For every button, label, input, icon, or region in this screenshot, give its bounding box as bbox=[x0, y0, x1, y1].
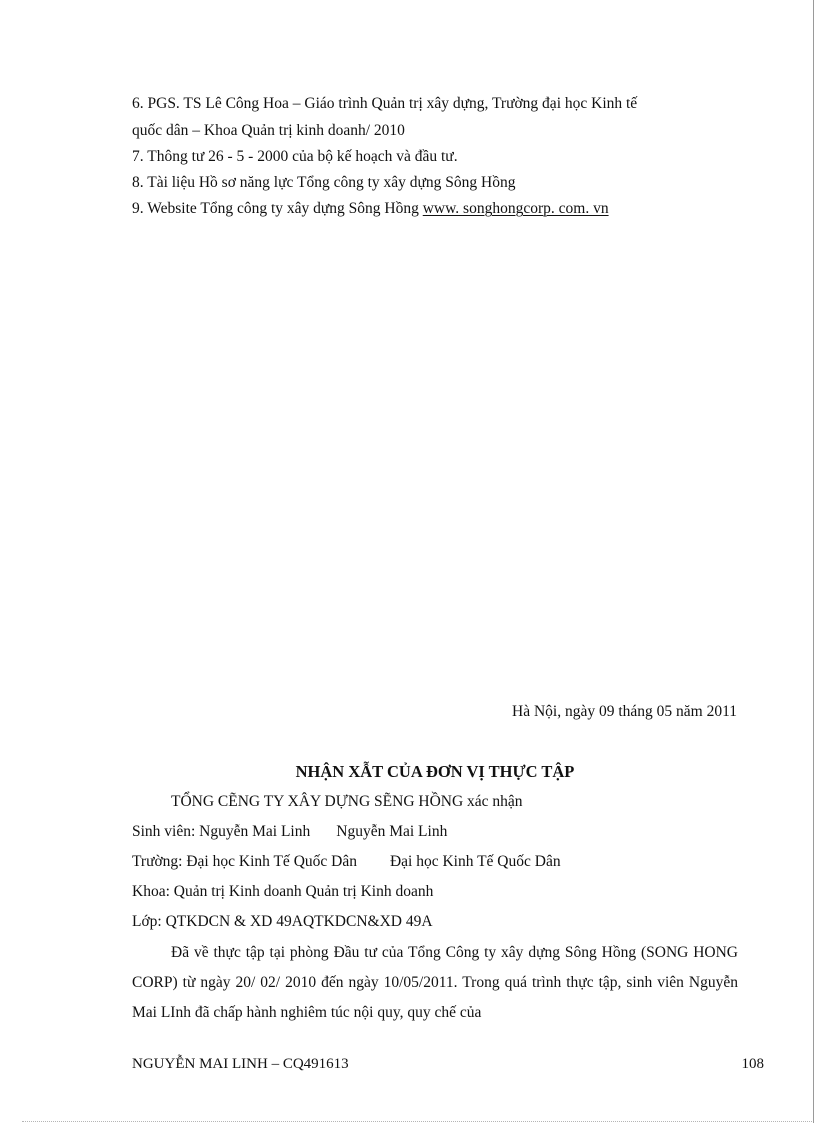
school-label: Trường: Đại học Kinh Tế Quốc Dân bbox=[132, 853, 357, 870]
reference-6-line-2: quốc dân – Khoa Quản trị kinh doanh/ 2010 bbox=[132, 122, 405, 139]
reference-7: 7. Thông tư 26 - 5 - 2000 của bộ kế hoạch và đầu tư. bbox=[132, 148, 458, 165]
reference-9-text: 9. Website Tổng công ty xây dựng Sông Hồng bbox=[132, 200, 423, 217]
page-bottom-border bbox=[22, 1121, 812, 1122]
page-number: 108 bbox=[741, 1056, 764, 1072]
student-line bbox=[132, 822, 447, 842]
confirmation-line: TỔNG CẼNG TY XÂY DỰNG SẼNG HỒNG xác nhận bbox=[171, 793, 523, 810]
footer-author: NGUYỄN MAI LINH – CQ491613 bbox=[132, 1056, 349, 1072]
student-value: Nguyễn Mai Linh bbox=[336, 823, 448, 840]
reference-6-line-1: 6. PGS. TS Lê Công Hoa – Giáo trình Quản trị xây dựng, Trường đại học Kinh tế bbox=[132, 95, 638, 112]
class-line: Lớp: QTKDCN & XD 49AQTKDCN&XD 49A bbox=[132, 913, 433, 930]
evaluation-title: NHẬN XẪT CỦA ĐƠN VỊ THỰC TẬP bbox=[295, 762, 575, 781]
student-label: Sinh viên: Nguyễn Mai Linh bbox=[132, 823, 311, 840]
reference-9 bbox=[132, 199, 609, 219]
evaluation-paragraph: Đã về thực tập tại phòng Đầu tư của Tổng Công ty xây dựng Sông Hồng (SONG HONG CORP) từ ngày 20/ 02/ 2010 đến ngày 10/05/2011. Trong quá trình thực tập, sinh viên Nguyễn Mai LInh đã chấp hành nghiêm túc nội quy, quy chế của bbox=[132, 944, 738, 1021]
place-and-date: Hà Nội, ngày 09 tháng 05 năm 2011 bbox=[512, 703, 737, 720]
school-value: Đại học Kinh Tế Quốc Dân bbox=[389, 853, 561, 870]
school-line bbox=[132, 852, 561, 872]
website-link[interactable]: www. songhongcorp. com. vn bbox=[422, 200, 609, 217]
page-right-border bbox=[813, 0, 814, 1123]
reference-8: 8. Tài liệu Hồ sơ năng lực Tổng công ty xây dựng Sông Hồng bbox=[132, 174, 516, 191]
faculty-line: Khoa: Quản trị Kinh doanh Quản trị Kinh doanh bbox=[132, 883, 434, 900]
